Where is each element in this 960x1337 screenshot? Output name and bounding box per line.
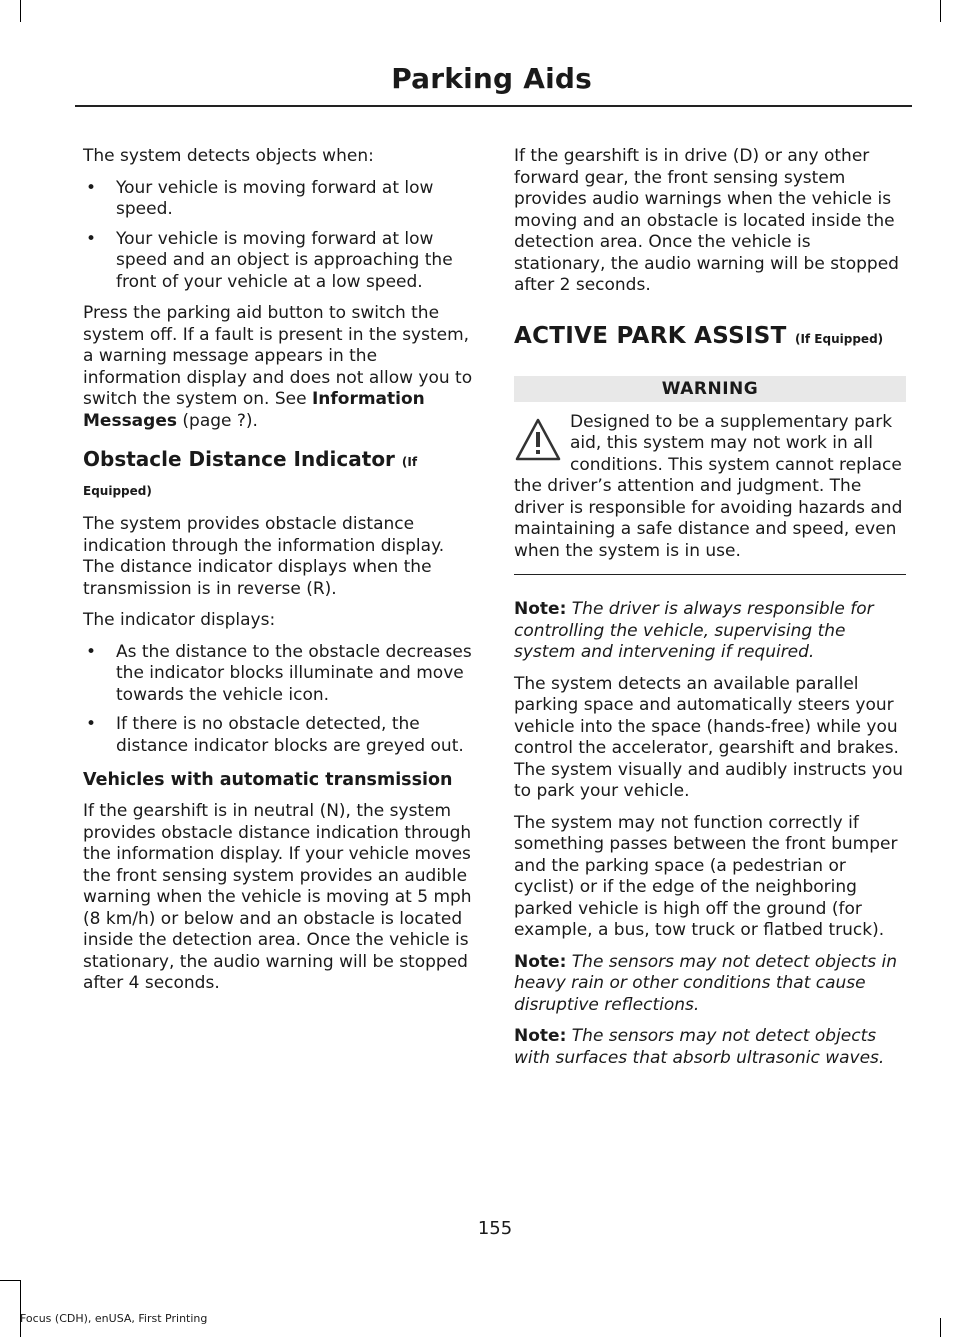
automatic-transmission-paragraph: If the gearshift is in neutral (N), the system provides obstacle distance indication through the information display. If your vehicle moves the front sensing system provides an audible warning when the vehicle is moving at 5 mph (8 km/h) or below and an obstacle is located inside the detection area. Once the vehicle is stationary, the audio warning will be stopped after 4 seconds.	[83, 801, 472, 993]
intro-text: The system detects objects when:	[83, 146, 374, 166]
page-title: Parking Aids	[391, 62, 592, 95]
bullet-icon: •	[86, 177, 97, 198]
press-paragraph: Press the parking aid button to switch the system off. If a fault is present in the system, a warning message appears in the information display and does not allow you to switch the system on. See Information Messages (page ?).	[83, 303, 473, 431]
page-number: 155	[477, 1218, 513, 1239]
drive-paragraph: If the gearshift is in drive (D) or any other forward gear, the front sensing system provides audio warnings when the vehicle is moving and an obstacle is located inside the detection area. Once the vehicle is stationary, the audio warning will be stopped after 2 seconds.	[514, 146, 899, 295]
list-item: • Your vehicle is moving forward at low speed and an object is approaching the front of your vehicle at a low speed.	[86, 228, 453, 292]
automatic-transmission-heading: Vehicles with automatic transmission	[83, 770, 453, 790]
bullet-icon: •	[86, 641, 97, 662]
note-2: Note: The sensors may not detect objects in heavy rain or other conditions that cause disruptive reflections.	[514, 951, 898, 1015]
page-header	[75, 62, 912, 107]
indicator-intro: The indicator displays:	[83, 610, 276, 630]
function-paragraph: The system may not function correctly if something passes between the front bumper and the parking space (a pedestrian or cyclist) or if the edge of the neighboring parked vehicle is high off the ground (for example, a bus, tow truck or flatbed truck).	[514, 812, 898, 940]
warning-text: Designed to be a supplementary park aid, this system may not work in all conditions. This system cannot replace the driver’s attention and judgment. The driver is responsible for avoiding hazards and maintaining a safe distance and speed, even when the system is in use.	[514, 411, 903, 561]
crop-mark-top-left	[20, 0, 21, 22]
bullet-icon: •	[86, 228, 97, 249]
list-item: • If there is no obstacle detected, the distance indicator blocks are greyed out.	[86, 714, 464, 756]
information-messages-link[interactable]: Information Messages	[83, 389, 425, 431]
note-1: Note: The driver is always responsible for controlling the vehicle, supervising the system and intervening if required.	[514, 599, 874, 662]
bullet-icon: •	[86, 714, 97, 734]
section-heading: ACTIVE PARK ASSIST (If Equipped)	[514, 322, 884, 349]
crop-mark-bottom-right	[940, 1318, 941, 1337]
list-item: • As the distance to the obstacle decreases the indicator blocks illuminate and move towards the vehicle icon.	[86, 641, 472, 705]
detect-list	[83, 178, 474, 294]
crop-mark-bottom-left	[20, 1280, 21, 1337]
crop-mark-bottom-left-h	[0, 1280, 20, 1281]
note-3: Note: The sensors may not detect objects with surfaces that absorb ultrasonic waves.	[514, 1026, 885, 1068]
right-column	[514, 146, 906, 1079]
equipped-tag: (If Equipped)	[83, 455, 418, 498]
equipped-tag: (If Equipped)	[794, 331, 884, 346]
footer-text: Focus (CDH), enUSA, First Printing	[20, 1312, 208, 1325]
crop-mark-top-right	[940, 0, 941, 22]
obstacle-paragraph: The system provides obstacle distance indication through the information display. The distance indicator displays when the transmission is in reverse (R).	[83, 514, 445, 599]
warning-label: WARNING	[514, 376, 906, 402]
indicator-list	[83, 642, 474, 758]
warning-triangle-icon	[514, 416, 562, 464]
warning-box	[514, 412, 906, 576]
parallel-paragraph: The system detects an available parallel parking space and automatically steers your vehicle into the space (hands-free) while you control the accelerator, gearshift and brakes. The system visually and audibly instructs you to park your vehicle.	[514, 673, 903, 801]
obstacle-heading: Obstacle Distance Indicator (If Equipped)	[83, 447, 418, 498]
left-column	[83, 146, 474, 1005]
list-item: • Your vehicle is moving forward at low speed.	[86, 177, 434, 219]
